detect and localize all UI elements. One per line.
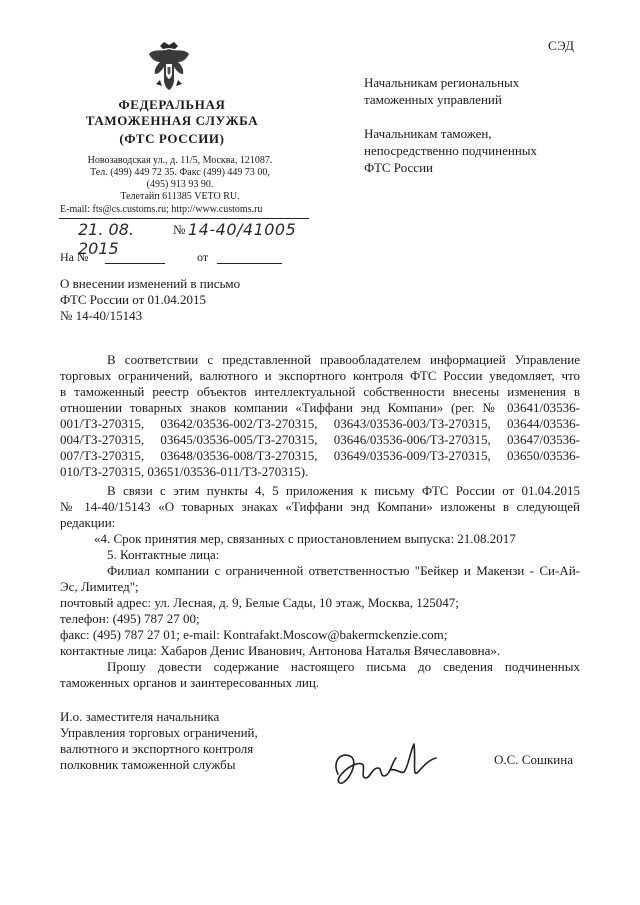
signatory-name: О.С. Сошкина: [494, 752, 573, 767]
reference-number-blank: [105, 263, 165, 264]
recipient-line: Начальникам региональных: [364, 75, 520, 90]
subject-line: № 14-40/15143: [60, 308, 143, 323]
handwritten-signature: [330, 732, 440, 790]
reference-date-blank: [217, 263, 282, 264]
body-line: 004/ТЗ-270315, 03645/03536-005/ТЗ-270315, 03646/03536-006/ТЗ-270315, 03647/03536-: [60, 432, 580, 447]
address-line: Телетайп 611385 VETO RU.: [120, 191, 240, 202]
body-line: почтовый адрес: ул. Лесная, д. 9, Белые Сады, 10 этаж, Москва, 125047;: [60, 595, 459, 610]
signatory-title-line: валютного и экспортного контроля: [60, 741, 254, 756]
subject-line: ФТС России от 01.04.2015: [60, 292, 207, 307]
org-short-name: (ФТС РОССИИ): [119, 131, 225, 146]
body-line: Эс, Лимитед";: [60, 579, 139, 594]
signatory-title-line: Управления торговых ограничений,: [60, 725, 258, 740]
subject-line: О внесении изменений в письмо: [60, 276, 241, 291]
email-line: E-mail: fts@cs.customs.ru; http://www.customs.ru: [60, 204, 263, 215]
body-line: № 14-40/15143 «О товарных знаках «Тиффани энд Компани» изложены в следующей: [60, 499, 580, 514]
body-line: В связи с этим пункты 4, 5 приложения к письму ФТС России от 01.04.2015: [107, 483, 580, 498]
body-line: Прошу довести содержание настоящего письма до сведения подчиненных: [107, 659, 580, 674]
body-line: отношении товарных знаков компании «Тиффани энд Компани» (рег. № 03641/03536-: [60, 400, 580, 415]
body-line: 007/ТЗ-270315, 03648/03536-008/ТЗ-270315, 03649/03536-009/ТЗ-270315, 03650/03536-: [60, 448, 580, 463]
body-line: контактные лица: Хабаров Денис Иванович, Антонова Наталья Вячеславовна».: [60, 643, 501, 658]
sed-stamp: СЭД: [548, 38, 575, 53]
coat-of-arms-icon: [146, 40, 192, 94]
org-name-line1: ФЕДЕРАЛЬНАЯ: [118, 97, 226, 112]
signatory-title-line: полковник таможенной службы: [60, 757, 236, 772]
registration-underline: [59, 218, 309, 219]
body-line: Филиал компании с ограниченной ответственностью "Бейкер и Макензи - Си-Ай-: [107, 563, 580, 578]
signatory-title-line: И.о. заместителя начальника: [60, 709, 220, 724]
recipient-line: непосредственно подчиненных: [364, 143, 538, 158]
registration-date: 21. 08. 2015: [78, 220, 134, 258]
body-line: 001/ТЗ-270315, 03642/03536-002/ТЗ-270315, 03643/03536-003/ТЗ-270315, 03644/03536-: [60, 416, 580, 431]
body-line: торговых ограничений, валютного и экспортного контроля ФТС России уведомляет, что: [60, 368, 580, 383]
reference-date-label: от: [197, 250, 209, 264]
body-line: таможенных органов и заинтересованных лиц.: [60, 675, 320, 690]
recipient-line: таможенных управлений: [364, 92, 502, 107]
registration-number: 14-40/41005: [188, 220, 297, 239]
recipient-line: ФТС России: [364, 160, 433, 175]
reference-number-label: На №: [60, 250, 89, 264]
body-line: В соответствии с представленной правообладателем информацией Управление: [107, 352, 580, 367]
address-line: (495) 913 93 90.: [146, 179, 214, 190]
address-line: Тел. (499) 449 72 35. Факс (499) 449 73 00,: [90, 167, 270, 178]
body-line: в таможенный реестр объектов интеллектуальной собственности внесены изменения в: [60, 384, 580, 399]
body-line: 010/ТЗ-270315, 03651/03536-011/ТЗ-270315).: [60, 464, 309, 479]
address-line: Новозаводская ул., д. 11/5, Москва, 121087.: [87, 155, 273, 166]
registration-number-label: №: [173, 222, 186, 237]
org-name-line2: ТАМОЖЕННАЯ СЛУЖБА: [85, 113, 259, 128]
body-line: 5. Контактные лица:: [107, 547, 220, 562]
body-line: телефон: (495) 787 27 00;: [60, 611, 200, 626]
recipient-line: Начальникам таможен,: [364, 126, 492, 141]
body-line: редакции:: [60, 515, 116, 530]
body-line: «4. Срок принятия мер, связанных с приостановлением выпуска: 21.08.2017: [94, 531, 516, 546]
body-line: факс: (495) 787 27 01; e-mail: Kontrafakt.Moscow@bakermckenzie.com;: [60, 627, 448, 642]
